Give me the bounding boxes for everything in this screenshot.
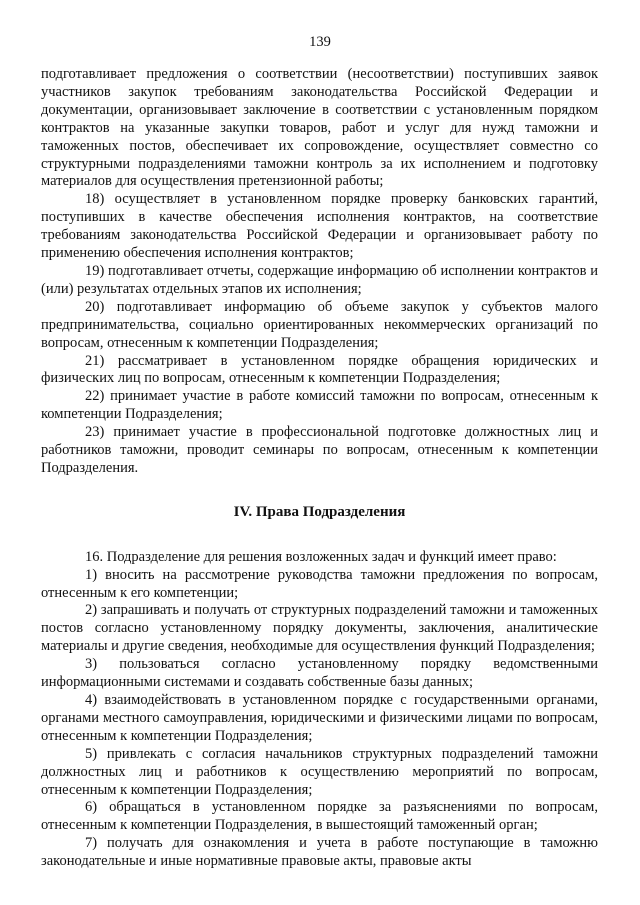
right-item-7: 7) получать для ознакомления и учета в работе поступающие в таможню законодательные и иные нормативные правовые акты, правовые акты (41, 835, 598, 870)
right-item-1: 1) вносить на рассмотрение руководства таможни предложения по вопросам, отнесенным к его компетенции; (41, 566, 598, 601)
section-heading: IV. Права Подразделения (233, 503, 406, 520)
list-item-18: 18) осуществляет в установленном порядке проверку банковских гарантий, поступивших в качестве обеспечения исполнения контрактов, на соответствие требованиям законодательства Российской Федерации и организовывает работу по применению обеспечения исполнения контрактов; (41, 191, 598, 262)
clause-16-intro: 16. Подразделение для решения возложенных задач и функций имеет право: (85, 548, 557, 565)
right-item-3: 3) пользоваться согласно установленному порядку ведомственными информационными системами и создавать собственные базы данных; (41, 656, 598, 691)
list-item-22: 22) принимает участие в работе комиссий таможни по вопросам, отнесенным к компетенции Подразделения; (41, 388, 598, 423)
list-item-19: 19) подготавливает отчеты, содержащие информацию об исполнении контрактов и (или) результатах отдельных этапов их исполнения; (41, 262, 598, 297)
right-item-5: 5) привлекать с согласия начальников структурных подразделений таможни должностных лиц и работников к осуществлению мероприятий по вопросам, отнесенным к компетенции Подразделения; (41, 745, 598, 798)
right-item-2: 2) запрашивать и получать от структурных подразделений таможни и таможенных постов согласно установленному порядку документы, заключения, аналитические материалы и другие сведения, необходимые для осуществления функций Подразделения; (41, 602, 598, 655)
list-item-17-continuation: подготавливает предложения о соответствии (несоответствии) поступивших заявок участников закупок требованиям законодательства Российской Федерации и документации, организовывает заключение в соответствии с установленным порядком контрактов на указанные закупки товаров, работ и услуг для нужд таможни и таможенных постов, обеспечивает их сопровождение, осуществляет совместно со структурными подразделениями таможни контроль за их исполнением и подготовку материалов для осуществления претензионной работы; (41, 66, 598, 190)
page-number: 139 (309, 34, 331, 50)
list-item-20: 20) подготавливает информацию об объеме закупок у субъектов малого предпринимательства, социально ориентированных некоммерческих организаций по вопросам, отнесенным к компетенции Подразделения; (41, 298, 598, 351)
document-body (41, 66, 598, 871)
right-item-4: 4) взаимодействовать в установленном порядке с государственными органами, органами местного самоуправления, юридическими и физическими лицами по вопросам, отнесенным к компетенции Подразделения; (41, 692, 598, 744)
list-item-23: 23) принимает участие в профессиональной подготовке должностных лиц и работников таможни, проводит семинары по вопросам, отнесенным к компетенции Подразделения. (41, 424, 598, 476)
right-item-6: 6) обращаться в установленном порядке за разъяснениями по вопросам, отнесенным к компетенции Подразделения, в вышестоящий таможенный орган; (41, 799, 598, 834)
list-item-21: 21) рассматривает в установленном порядке обращения юридических и физических лиц по вопросам, отнесенным к компетенции Подразделения; (41, 352, 598, 387)
